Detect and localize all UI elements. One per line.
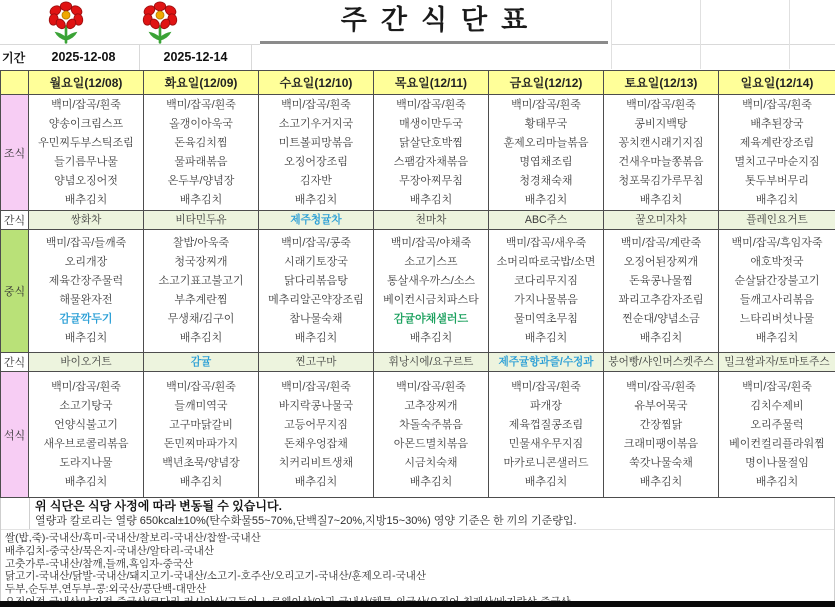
menu-item: 백미/잡곡/흰죽: [511, 380, 581, 393]
menu-item: 백미/잡곡/새우죽: [505, 237, 587, 249]
menu-item: 닭살단호박찜: [399, 136, 463, 149]
menu-item: 배추김치: [755, 193, 799, 206]
menu-cell: [604, 211, 719, 230]
menu-item: 배추김치: [64, 332, 108, 344]
menu-table: [0, 70, 835, 498]
menu-cell: [604, 95, 719, 211]
menu-cell: [374, 211, 489, 230]
day-header-0: 월요일(12/08): [29, 71, 144, 95]
menu-cell: [604, 230, 719, 353]
menu-cell: [29, 95, 144, 211]
menu-item: 부추계란찜: [174, 294, 228, 306]
menu-item: 백미/잡곡/흰죽: [51, 380, 121, 393]
menu-item: 배추김치: [639, 193, 683, 206]
menu-cell: [259, 211, 374, 230]
menu-item: 스팸감자채볶음: [393, 155, 469, 168]
menu-item: 제주귤향과즐/수정과: [498, 355, 594, 368]
menu-item: 명엽채조림: [519, 155, 573, 168]
menu-item: 양념오징어젓: [54, 174, 118, 187]
origin-info: [1, 530, 834, 607]
menu-item: 미트볼피망볶음: [278, 136, 354, 149]
menu-cell: [259, 230, 374, 353]
day-header-5: 토요일(12/13): [604, 71, 719, 95]
menu-item: 배추김치: [409, 475, 453, 488]
menu-cell: [489, 230, 604, 353]
origin-line-4: 두부,순두부,연두부-콩:외국산/콩단백-대만산: [5, 583, 207, 596]
menu-item: 백미/잡곡/흰죽: [626, 98, 696, 111]
menu-item: 크래미팽이볶음: [623, 437, 699, 450]
menu-item: 들기름무나물: [54, 155, 118, 168]
menu-item: 밀크쌀과자/토마토주스: [724, 355, 830, 368]
menu-item: 감귤깍두기: [59, 313, 113, 325]
origin-line-3: 닭고기-국내산/닭발-국내산/돼지고기-국내산/소고기-호주산/오리고기-국내산/훈제오리-국내산: [5, 570, 426, 583]
menu-item: 청경채숙채: [519, 174, 573, 187]
menu-item: 톳두부버무리: [745, 174, 809, 187]
menu-item: 배추김치: [755, 475, 799, 488]
period-label: 기간: [2, 51, 26, 65]
period-end-date: 2025-12-14: [140, 45, 252, 70]
menu-item: 청국장찌개: [174, 256, 228, 268]
menu-item: 배추김치: [294, 332, 338, 344]
menu-item: 가지나물볶음: [514, 294, 578, 306]
menu-item: 소고기탕국: [59, 399, 113, 412]
row-label: 간식: [1, 353, 29, 372]
note-calorie-info: 열량과 칼로리는 열량 650kcal±10%(탄수화물55~70%,단백질7~20%,지방15~30%) 영양 기준은 한 끼의 기준량입.: [35, 515, 577, 527]
menu-item: 들깨미역국: [174, 399, 228, 412]
menu-item: 백미/잡곡/야채죽: [390, 237, 472, 249]
menu-cell: [144, 372, 259, 498]
menu-item: 배추김치: [179, 193, 223, 206]
period-start-date: 2025-12-08: [28, 45, 140, 70]
menu-item: 백미/잡곡/계란죽: [620, 237, 702, 249]
menu-item: 마카로니콘샐러드: [503, 456, 589, 469]
menu-item: 김치수제비: [750, 399, 804, 412]
menu-item: 붕어빵/샤인머스켓주스: [608, 355, 714, 368]
menu-item: 돈육콩나물찜: [629, 275, 693, 287]
menu-item: 꽁치캔시래기지짐: [618, 136, 704, 149]
menu-item: 쑥갓나물숙채: [629, 456, 693, 469]
menu-item: 배추김치: [294, 475, 338, 488]
menu-item: 찐고구마: [295, 355, 337, 368]
menu-item: 참나물숙채: [289, 313, 343, 325]
table-corner-cell: [1, 71, 29, 95]
menu-item: 배추김치: [639, 332, 683, 344]
menu-item: 오리개장: [64, 256, 108, 268]
menu-item: 바지락콩나물국: [278, 399, 354, 412]
menu-item: 건새우마늘쫑볶음: [618, 155, 704, 168]
menu-item: 쌍화차: [70, 213, 102, 226]
menu-item: 훈제오리마늘볶음: [503, 136, 589, 149]
menu-cell: [259, 372, 374, 498]
menu-item: 비타민두유: [175, 213, 227, 226]
menu-cell: [374, 353, 489, 372]
menu-item: 배추김치: [524, 332, 568, 344]
day-header-2: 수요일(12/10): [259, 71, 374, 95]
origin-line-1: 배추김치-중국산/묵은지-국내산/알타리-국내산: [5, 544, 215, 557]
menu-cell: [29, 353, 144, 372]
menu-row-breakfast-0: [1, 95, 835, 211]
menu-cell: [489, 372, 604, 498]
menu-item: 배추김치: [409, 193, 453, 206]
menu-item: 백미/잡곡/흰죽: [166, 98, 236, 111]
menu-row-snackrow-3: [1, 353, 835, 372]
menu-item: 꽈리고추감자조림: [618, 294, 704, 306]
menu-item: 메추리알곤약장조림: [268, 294, 364, 306]
menu-item: 소고기표고불고기: [158, 275, 244, 287]
menu-item: 백년초묵/양념장: [162, 456, 240, 469]
menu-cell: [604, 372, 719, 498]
flower-icon: [22, 1, 110, 45]
menu-item: 제주청귤차: [290, 213, 342, 226]
menu-item: 고구마닭갈비: [169, 418, 233, 431]
menu-item: 오징어된장찌개: [623, 256, 699, 268]
menu-item: 간장찜닭: [639, 418, 683, 431]
menu-item: 물미역초무침: [514, 313, 578, 325]
top-band: [0, 0, 835, 45]
menu-item: 배추김치: [64, 475, 108, 488]
menu-item: 감귤: [190, 355, 212, 368]
menu-item: 배추김치: [409, 332, 453, 344]
menu-item: 백미/잡곡/흰죽: [51, 98, 121, 111]
menu-item: 고추장찌개: [404, 399, 458, 412]
menu-item: 콩비지백탕: [634, 117, 688, 130]
menu-item: 휘낭시에/요구르트: [388, 355, 474, 368]
menu-item: 돈민찌마파가지: [163, 437, 239, 450]
menu-item: 유부어묵국: [634, 399, 688, 412]
menu-item: 치커리비트생채: [278, 456, 354, 469]
menu-item: 소고기우거지국: [278, 117, 354, 130]
day-header-6: 일요일(12/14): [719, 71, 835, 95]
menu-item: 온두부/양념장: [167, 174, 235, 187]
menu-item: 아몬드멸치볶음: [393, 437, 469, 450]
menu-item: 베이컨시금치파스타: [383, 294, 479, 306]
menu-item: 제육계란장조림: [739, 136, 815, 149]
menu-item: 민물새우무지짐: [508, 437, 584, 450]
menu-item: 바이오거트: [60, 355, 112, 368]
menu-item: 백미/잡곡/흰죽: [166, 380, 236, 393]
menu-item: 청포묵김가루무침: [618, 174, 704, 187]
menu-item: 애호박젓국: [750, 256, 804, 268]
menu-item: 플레인요거트: [746, 213, 808, 226]
menu-row-lunch-2: [1, 230, 835, 353]
row-label: 조식: [1, 95, 29, 211]
menu-item: 해물완자전: [59, 294, 113, 306]
menu-cell: [144, 211, 259, 230]
menu-row-dinner-4: [1, 372, 835, 498]
menu-item: 황태무국: [524, 117, 568, 130]
row-label: 중식: [1, 230, 29, 353]
menu-item: ABC주스: [524, 213, 568, 226]
menu-item: 물파래볶음: [174, 155, 228, 168]
menu-cell: [489, 211, 604, 230]
menu-item: 느타리버섯나물: [739, 313, 815, 325]
page-title: 주간식단표: [340, 5, 542, 36]
menu-cell: [604, 353, 719, 372]
menu-item: 찐순대/양념소금: [622, 313, 700, 325]
menu-item: 배추김치: [64, 193, 108, 206]
menu-item: 명이나물절임: [745, 456, 809, 469]
menu-item: 양송이크림스프: [48, 117, 124, 130]
notes-section: [0, 498, 835, 607]
menu-cell: [719, 95, 835, 211]
menu-item: 배추김치: [524, 475, 568, 488]
menu-item: 도라지나물: [59, 456, 113, 469]
menu-cell: [719, 230, 835, 353]
menu-item: 순살닭간장불고기: [734, 275, 820, 287]
menu-item: 백미/잡곡/흰죽: [742, 98, 812, 111]
menu-cell: [29, 211, 144, 230]
menu-cell: [374, 95, 489, 211]
menu-cell: [374, 230, 489, 353]
note-label-column: [1, 498, 30, 529]
menu-item: 파개장: [530, 399, 562, 412]
menu-item: 배추김치: [294, 193, 338, 206]
menu-item: 백미/잡곡/흑임자죽: [731, 237, 823, 249]
menu-row-snackrow-1: [1, 211, 835, 230]
menu-item: 백미/잡곡/콩죽: [281, 237, 351, 249]
menu-item: 올갱이아욱국: [169, 117, 233, 130]
day-header-1: 화요일(12/09): [144, 71, 259, 95]
menu-item: 새우브로콜리볶음: [43, 437, 129, 450]
menu-cell: [144, 95, 259, 211]
menu-item: 배추김치: [179, 475, 223, 488]
menu-item: 베이컨컬리플라워찜: [729, 437, 825, 450]
menu-item: 백미/잡곡/흰죽: [281, 380, 351, 393]
day-header-row: [1, 71, 835, 95]
menu-cell: [259, 353, 374, 372]
menu-item: 배추된장국: [750, 117, 804, 130]
menu-item: 배추김치: [524, 193, 568, 206]
menu-item: 코다리무지짐: [514, 275, 578, 287]
menu-item: 오징어장조림: [284, 155, 348, 168]
flower-icon: [116, 1, 204, 45]
menu-item: 시금치숙채: [404, 456, 458, 469]
day-header-4: 금요일(12/12): [489, 71, 604, 95]
menu-item: 김자반: [300, 174, 332, 187]
menu-cell: [374, 372, 489, 498]
menu-item: 소고기스프: [404, 256, 458, 268]
menu-item: 백미/잡곡/들깨죽: [45, 237, 127, 249]
menu-item: 소머리따로국밥/소면: [496, 256, 596, 268]
row-label: 간식: [1, 211, 29, 230]
menu-item: 백미/잡곡/흰죽: [396, 380, 466, 393]
bottom-border-bar: [0, 601, 835, 607]
menu-item: 오리주물럭: [750, 418, 804, 431]
menu-item: 백미/잡곡/흰죽: [742, 380, 812, 393]
origin-line-2: 고춧가루-국내산/참깨,들깨,흑임자-중국산: [5, 557, 194, 570]
menu-cell: [29, 372, 144, 498]
menu-item: 백미/잡곡/흰죽: [281, 98, 351, 111]
menu-item: 닭다리볶음탕: [284, 275, 348, 287]
menu-item: 멸치고구마순지짐: [734, 155, 820, 168]
menu-item: 배추김치: [639, 475, 683, 488]
menu-item: 돈육김치찜: [174, 136, 228, 149]
menu-item: 통살새우까스/소스: [386, 275, 476, 287]
menu-item: 배추김치: [755, 332, 799, 344]
menu-item: 무생채/김구이: [167, 313, 235, 325]
menu-item: 언양식불고기: [54, 418, 118, 431]
menu-item: 제육간장주물럭: [48, 275, 124, 287]
menu-cell: [259, 95, 374, 211]
menu-item: 백미/잡곡/흰죽: [511, 98, 581, 111]
flower-decoration: [22, 1, 204, 45]
menu-item: 배추김치: [179, 332, 223, 344]
menu-item: 고등어무지짐: [284, 418, 348, 431]
day-header-3: 목요일(12/11): [374, 71, 489, 95]
menu-item: 꿀오미자차: [635, 213, 687, 226]
menu-item: 들깨고사리볶음: [739, 294, 815, 306]
menu-cell: [719, 353, 835, 372]
menu-item: 무장아찌무침: [399, 174, 463, 187]
menu-cell: [144, 353, 259, 372]
menu-item: 우민찌두부스틱조림: [38, 136, 134, 149]
row-label: 석식: [1, 372, 29, 498]
menu-cell: [719, 372, 835, 498]
note-change-notice: 위 식단은 식당 사정에 따라 변동될 수 있습니다.: [35, 499, 282, 513]
menu-item: 매생이만두국: [399, 117, 463, 130]
menu-cell: [489, 353, 604, 372]
menu-item: 찰밥/아욱죽: [172, 237, 230, 249]
menu-item: 차돌숙주볶음: [399, 418, 463, 431]
menu-item: 천마차: [415, 213, 447, 226]
menu-item: 제육껍질콩조림: [508, 418, 584, 431]
menu-item: 감귤야채샐러드: [393, 313, 469, 325]
menu-cell: [489, 95, 604, 211]
menu-cell: [144, 230, 259, 353]
period-row: [0, 45, 835, 70]
menu-cell: [719, 211, 835, 230]
menu-cell: [29, 230, 144, 353]
menu-item: 시래기토장국: [284, 256, 348, 268]
menu-item: 돈채우엉잡채: [284, 437, 348, 450]
origin-line-0: 쌀(밥,죽)-국내산/흑미-국내산/찰보리-국내산/찹쌀-국내산: [5, 532, 261, 544]
menu-item: 백미/잡곡/흰죽: [626, 380, 696, 393]
menu-item: 백미/잡곡/흰죽: [396, 98, 466, 111]
